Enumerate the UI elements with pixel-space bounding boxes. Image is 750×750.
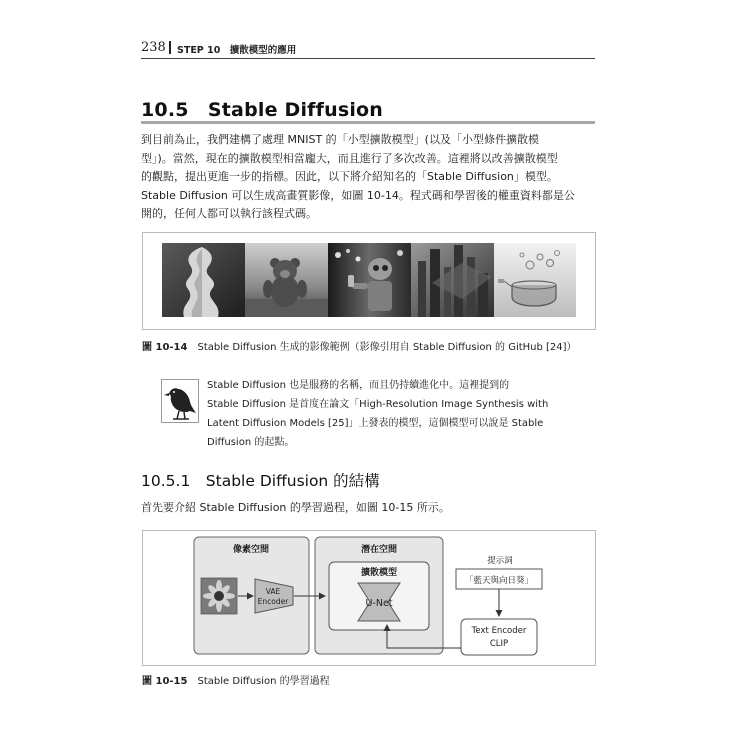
note-line: Stable Diffusion 是首度在論文「High-Resolution Image Synthesis with [207,399,549,410]
unet-label: U-Net [365,598,393,609]
note-line: Stable Diffusion 也是服務的名稱，而且仍持續進化中。這裡提到的 [207,380,510,391]
text-encoder-line1: Text Encoder [471,626,527,636]
running-header [141,40,595,58]
sunflower-image [201,578,237,614]
sample-image-teddy-bear [245,243,328,317]
paragraph-line: 到目前為止，我們建構了處理 MNIST 的「小型擴散模型」(以及「小型條件擴散模 [141,133,539,146]
figure-label: 圖 10-14 [142,342,188,353]
text-encoder-node [461,619,537,655]
note-line: Diffusion 的起點。 [207,437,295,448]
figure-label: 圖 10-15 [142,676,188,687]
sample-image-glass-bowl [494,243,576,317]
figure-10-14-caption [142,338,577,353]
paragraph-line: 開的，任何人都可以執行該程式碼。 [141,207,317,220]
note-box [207,376,548,452]
caption-text: Stable Diffusion 生成的影像範例（影像引用自 Stable Diffusion 的 GitHub [24]） [187,342,577,353]
vae-line1: VAE [265,587,281,596]
generated-images-strip [162,243,576,317]
training-process-diagram [143,531,595,665]
section-rule [141,121,595,124]
note-line: Latent Diffusion Models [25]」上發表的模型，這個模型可以說是 Stable [207,418,544,429]
sample-image-city [411,243,494,317]
crow-icon [161,379,199,423]
vae-line2: Encoder [257,597,289,606]
subsection-title: 10.5.1 Stable Diffusion 的結構 [141,472,380,490]
prompt-label: 提示詞 [487,556,513,566]
prompt-text: 「藍天與向日葵」 [464,576,534,586]
section-title: 10.5 Stable Diffusion [141,99,384,121]
page-number: 238 [141,40,166,55]
latent-space-label: 潛在空間 [360,545,398,555]
figure-10-14 [142,232,596,330]
subsection-paragraph: 首先要介紹 Stable Diffusion 的學習過程，如圖 10-15 所示。 [141,501,450,514]
sample-image-sculpture [162,243,245,317]
diffusion-model-label: 擴散模型 [360,568,398,578]
sample-image-robot [328,243,411,317]
figure-10-15-caption [142,672,330,687]
pixel-space-label: 像素空間 [232,545,270,555]
header-divider [169,41,171,54]
paragraph-line: 型」)。當然，現在的擴散模型相當龐大，而且進行了多次改善。這裡將以改善擴散模型 [141,151,558,165]
running-title: STEP 10 擴散模型的應用 [177,45,297,56]
header-rule [141,58,595,59]
paragraph-line: 的觀點，提出更進一步的指標。因此，以下將介紹知名的「Stable Diffusion」模型。 [141,170,558,183]
caption-text: Stable Diffusion 的學習過程 [187,676,330,687]
figure-10-15 [142,530,596,666]
intro-paragraph [141,131,595,224]
text-encoder-line2: CLIP [489,639,509,649]
paragraph-line: Stable Diffusion 可以生成高畫質影像，如圖 10-14。程式碼和學習後的權重資料都是公 [141,188,575,202]
